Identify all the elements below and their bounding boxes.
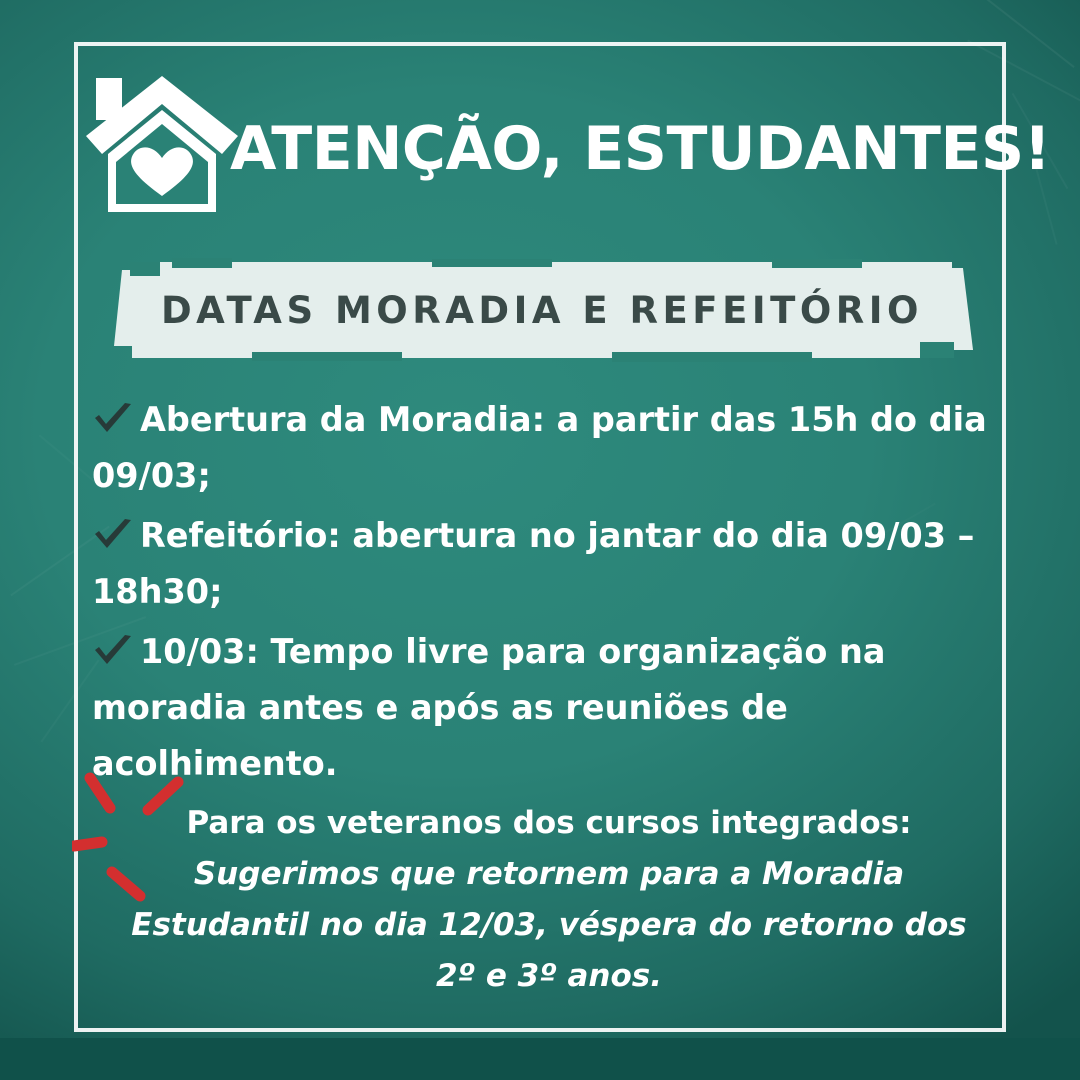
veterans-note-lead: Para os veteranos dos cursos integrados: bbox=[186, 805, 912, 841]
check-icon bbox=[92, 514, 134, 548]
list-item-text: 10/03: Tempo livre para organização na moradia antes e após as reuniões de acolhimento. bbox=[92, 632, 886, 783]
list-item bbox=[92, 508, 998, 620]
list-item bbox=[92, 392, 998, 504]
check-icon bbox=[92, 630, 134, 664]
list-item bbox=[92, 624, 998, 792]
page-title: ATENÇÃO, ESTUDANTES! bbox=[230, 114, 1051, 184]
banner-label: DATAS MORADIA E REFEITÓRIO bbox=[160, 288, 924, 332]
house-heart-icon bbox=[82, 70, 242, 220]
dates-list bbox=[92, 392, 998, 796]
veterans-note bbox=[110, 798, 988, 1002]
check-icon bbox=[92, 398, 134, 432]
list-item-text: Abertura da Moradia: a partir das 15h do dia 09/03; bbox=[92, 400, 987, 495]
veterans-note-italic: Sugerimos que retornem para a Moradia Estudantil no dia 12/03, véspera do retorno dos 2º e 3º anos. bbox=[131, 856, 967, 994]
poster-header bbox=[74, 58, 1051, 228]
bottom-bar bbox=[0, 1038, 1080, 1080]
list-item-text: Refeitório: abertura no jantar do dia 09/03 – 18h30; bbox=[92, 516, 975, 611]
section-banner bbox=[132, 262, 952, 358]
